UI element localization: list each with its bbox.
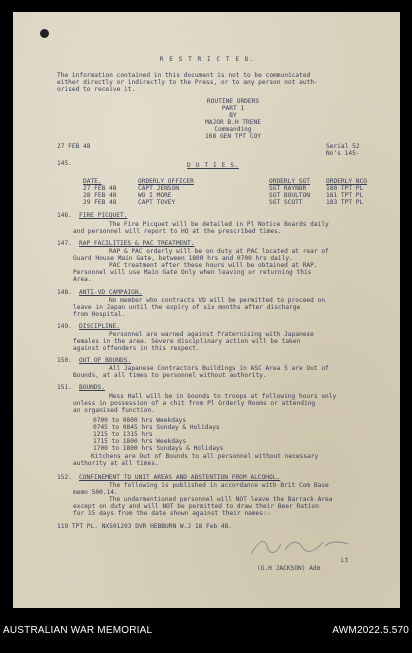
order-151-line-2: unless in possession of a chit from Pl Orderly Rooms or attending bbox=[73, 400, 316, 407]
order-151-line-4: Kitchens are Out of Bounds to all personnel without necessary bbox=[91, 453, 319, 460]
title-commander: MAJOR B.H TRENE bbox=[205, 119, 261, 126]
archive-footer bbox=[0, 610, 412, 653]
order-147-heading: RAP FACILITIES & PAC TREATMENT. bbox=[79, 240, 195, 247]
serial-number: Serial 52 bbox=[326, 143, 360, 150]
duty-header-sgt: ORDERLY SGT bbox=[269, 178, 310, 185]
order-149-line-1: Personnel are warned against fraternising with Japanese bbox=[109, 331, 314, 338]
order-151-hours-3: 1215 to 1315 hrs bbox=[93, 431, 153, 438]
order-152-line-5: for 15 days from the date shown against their names:- bbox=[73, 510, 271, 517]
order-148-line-3: from Hospital. bbox=[73, 311, 126, 318]
duty-row-2-nco: 181 TPT PL bbox=[326, 192, 364, 199]
order-151-heading: BOUNDS. bbox=[79, 384, 106, 391]
order-150-line-2: Bounds, at all times to personnel without authority. bbox=[73, 372, 267, 379]
order-151-line-5: authority at all times. bbox=[73, 460, 159, 467]
warning-line-3: orised to receive it. bbox=[57, 86, 136, 93]
order-146-line-2: and personnel will report to HQ at the prescribed times. bbox=[73, 228, 282, 235]
duty-row-1-date: 27 FEB 48 bbox=[83, 185, 117, 192]
order-151-line-1: Mess Hall will be in bounds to troops at following hours only bbox=[109, 393, 337, 400]
order-147-line-1: RAP & PAC orderly will be on duty at PAC located at rear of bbox=[109, 248, 329, 255]
order-146-number: 146. bbox=[57, 212, 72, 219]
duty-row-1-nco: 180 TPT PL bbox=[326, 185, 364, 192]
order-150-number: 150. bbox=[57, 357, 72, 364]
duty-row-3-officer: CAPT TOVEY bbox=[138, 199, 176, 206]
duty-row-3-nco: 183 TPT PL bbox=[326, 199, 364, 206]
duty-row-1-sgt: SGT RAYNOR bbox=[269, 185, 307, 192]
handwritten-signature bbox=[245, 532, 355, 562]
title-by: BY bbox=[229, 112, 237, 119]
order-151-number: 151. bbox=[57, 384, 72, 391]
order-148-line-2: leave in Japan until the expiry of six months after discharge bbox=[73, 304, 301, 311]
order-148-number: 148. bbox=[57, 289, 72, 296]
footer-accession-number: AWM2022.5.570 bbox=[332, 625, 409, 636]
title-part: PART 1 bbox=[221, 105, 245, 112]
classification-header: R E S T R I C T E D. bbox=[159, 56, 255, 63]
order-150-line-1: All Japanese Contractors Buildings in ASC Area 5 are Out of bbox=[109, 365, 329, 372]
title-commanding: Commanding bbox=[214, 126, 252, 133]
duty-row-2-sgt: SGT BOULTON bbox=[269, 192, 310, 199]
duty-header-nco: ORDERLY NCO bbox=[326, 178, 367, 185]
order-147-line-2: Guard House Main Gate, between 1800 hrs and 0700 hrs daily. bbox=[73, 255, 293, 262]
warning-line-1: The information contained in this document is not to be communicated bbox=[57, 72, 311, 79]
order-147-line-3: PAC treatment after these hours will be obtained at RAP. bbox=[109, 262, 318, 269]
order-150-heading: OUT OF BOUNDS. bbox=[79, 357, 132, 364]
title-unit: 168 GEN TPT COY bbox=[205, 133, 261, 140]
order-149-heading: DISCIPLINE. bbox=[79, 323, 120, 330]
order-148-heading: ANTI-VD CAMPAIGN. bbox=[79, 289, 143, 296]
order-151-hours-1: 0700 to 0800 hrs Weekdays bbox=[93, 417, 187, 424]
duty-header-officer: ORDERLY OFFICER bbox=[138, 178, 194, 185]
order-152-heading: CONFINEMENT TO UNIT AREAS AND ABSTENTION FROM ALCOHOL. bbox=[79, 474, 281, 481]
duty-row-3-sgt: SGT SCOTT bbox=[269, 199, 303, 206]
duty-row-2-officer: WO I MORE bbox=[138, 192, 172, 199]
order-151-hours-5: 1700 to 1800 hrs Sundays & Holidays bbox=[93, 445, 224, 452]
title-routine-orders: ROUTINE ORDERS bbox=[206, 98, 260, 105]
order-147-number: 147. bbox=[57, 240, 72, 247]
order-151-hours-4: 1715 to 1800 hrs Weekdays bbox=[93, 438, 187, 445]
order-146-line-1: The Fire Picquet will be detailed in Pl Notice Boards daily bbox=[109, 221, 329, 228]
duties-heading: D U T I E S. bbox=[187, 162, 239, 169]
duty-row-1-officer: CAPT JENSON bbox=[138, 185, 179, 192]
order-145-number: 145. bbox=[57, 160, 72, 167]
warning-line-2: either directly or indirectly to the Press, or to any person not auth- bbox=[57, 79, 318, 86]
order-date: 27 FEB 48 bbox=[57, 143, 91, 150]
duty-row-2-date: 28 FEB 48 bbox=[83, 192, 117, 199]
order-146-heading: FIRE PICQUET. bbox=[79, 212, 128, 219]
order-152-line-2: memo 500.14. bbox=[73, 489, 118, 496]
signatory-rank: Lt bbox=[341, 557, 349, 564]
order-147-line-4: Personnel will use Main Gate Only when leaving or returning this bbox=[73, 269, 312, 276]
order-148-line-1: No member who contracts VD will be permitted to proceed on bbox=[109, 297, 326, 304]
order-151-line-3: an organised function. bbox=[73, 407, 155, 414]
order-149-number: 149. bbox=[57, 323, 72, 330]
duty-row-3-date: 29 FEB 48 bbox=[83, 199, 117, 206]
order-152-entry: 119 TPT PL. NX501293 DVR HEBBURN W.J 18 Feb 48. bbox=[57, 523, 233, 530]
order-149-line-2: females in the area. Severe disciplinary action will be taken bbox=[73, 338, 301, 345]
order-149-line-3: against offenders in this respect. bbox=[73, 345, 200, 352]
order-151-hours-2: 0745 to 0845 hrs Sunday & Holidays bbox=[93, 424, 220, 431]
signatory-name: (G.H JACKSON) Adm bbox=[257, 565, 321, 572]
order-147-line-5: Area. bbox=[73, 276, 92, 283]
order-152-line-4: except on duty and will NOT be permitted to draw their Beer Ration bbox=[73, 503, 319, 510]
order-152-line-1: The following is published in accordance with Brit Com Base bbox=[109, 482, 329, 489]
order-numbers: No's 145- bbox=[326, 150, 360, 157]
order-152-number: 152. bbox=[57, 474, 72, 481]
order-152-line-3: The undermentioned personnel will NOT leave the Barrack Area bbox=[109, 496, 333, 503]
document-page bbox=[13, 12, 400, 608]
footer-institution: AUSTRALIAN WAR MEMORIAL bbox=[3, 625, 153, 636]
punch-hole bbox=[40, 29, 49, 38]
duty-header-date: DATE. bbox=[83, 178, 102, 185]
